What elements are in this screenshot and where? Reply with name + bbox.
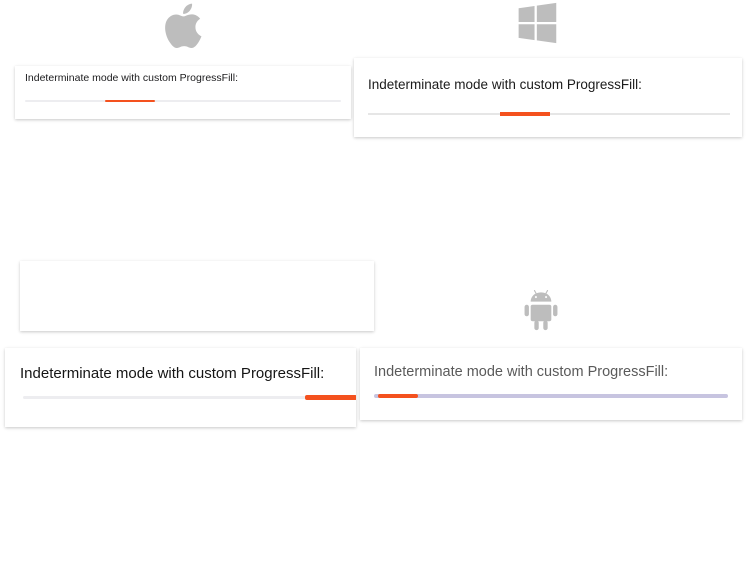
ios-progress-panel [15,66,351,119]
android-progress-track [374,394,728,398]
android-progress-panel [360,348,742,420]
uwp-progress-panel [5,348,356,427]
ios-progress-track [25,100,341,102]
uwp-progress-label: Indeterminate mode with custom ProgressFill: [20,365,325,382]
blank-panel [20,261,374,331]
windows-progress-panel [354,58,742,137]
android-progress-label: Indeterminate mode with custom ProgressFill: [374,364,669,380]
android-logo-icon [519,289,563,336]
ios-progress-fill [105,100,155,102]
uwp-progress-fill [305,395,356,400]
windows-progress-track [368,113,730,115]
uwp-progress-track [23,396,343,399]
ios-progress-label: Indeterminate mode with custom ProgressFill: [25,72,238,84]
windows-logo-icon [515,2,559,49]
windows-progress-label: Indeterminate mode with custom ProgressFill: [368,77,642,92]
android-progress-fill [378,394,418,398]
apple-logo-icon [163,0,209,57]
windows-progress-fill [500,112,550,116]
